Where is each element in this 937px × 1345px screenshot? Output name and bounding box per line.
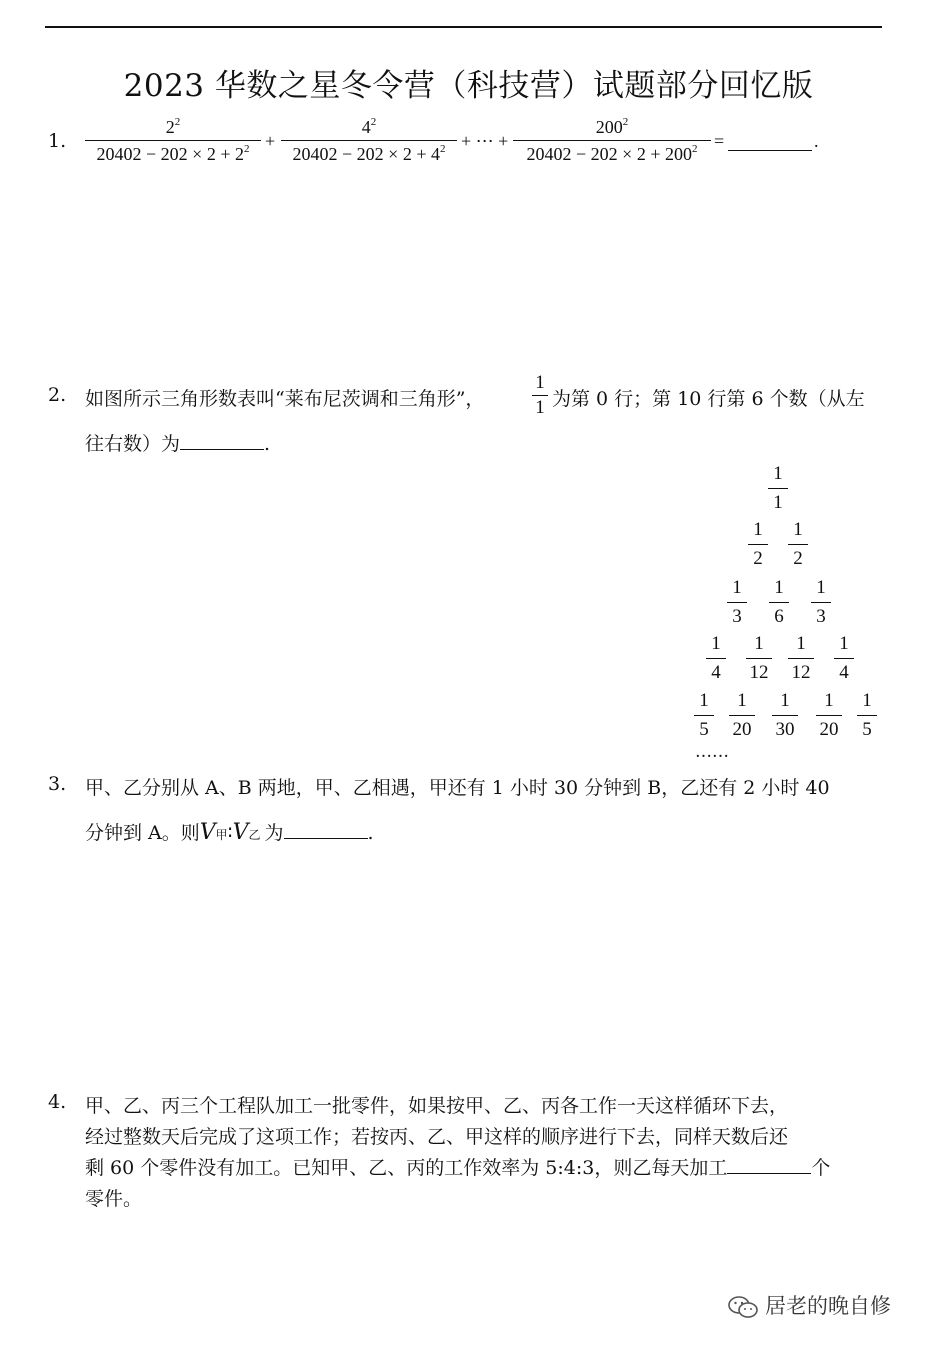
- triangle-r3-c2: 1 12: [788, 632, 814, 685]
- q1-fraction-3: $200^2$ $20402 - 202 \times 2 + 200^2$: [513, 116, 711, 165]
- q3-line-1: 甲、乙分别从 A、B 两地，甲、乙相遇，甲还有 1 小时 30 分钟到 B，乙还有 2 小时 40: [85, 777, 830, 799]
- triangle-r4-c3: 1 20: [816, 689, 842, 742]
- triangle-r3-c3: 1 4: [834, 632, 854, 685]
- triangle-r2-c2: 1 3: [811, 576, 831, 629]
- q2-row0-fraction: 1 1: [532, 372, 548, 419]
- q4-number: 4.: [48, 1091, 67, 1113]
- q2-line-2: 往右数）为 .: [85, 433, 271, 455]
- triangle-r0-c0: 1 1: [768, 462, 788, 515]
- watermark: [727, 1290, 891, 1320]
- q3-answer-blank[interactable]: [284, 822, 368, 839]
- q1-frac2-num: 4: [361, 117, 371, 137]
- q3-number: 3.: [48, 773, 67, 795]
- q4-line-1: 甲、乙、丙三个工程队加工一批零件，如果按甲、乙、丙各工作一天这样循环下去，: [85, 1095, 789, 1117]
- triangle-r4-c2: 1 30: [772, 689, 798, 742]
- triangle-r1-c1: 1 2: [788, 518, 808, 571]
- q1-frac3-den: 20402 − 202 × 2 + 200: [526, 144, 692, 164]
- q1-period: .: [814, 131, 819, 151]
- page-title: 2023 华数之星冬令营（科技营）试题部分回忆版: [123, 68, 814, 104]
- triangle-r2-c1: 1 6: [769, 576, 789, 629]
- q2-line-1: 如图所示三角形数表叫“莱布尼茨调和三角形”，: [85, 388, 485, 410]
- q1-fraction-2: $4^2$ $20402 - 202 \times 2 + 4^2$: [281, 116, 457, 165]
- q1-frac1-den: 20402 − 202 × 2 + 2: [96, 144, 244, 164]
- top-rule: [45, 26, 882, 28]
- q1-equals: =: [714, 131, 725, 151]
- triangle-ellipsis: ……: [695, 742, 729, 762]
- triangle-r4-c0: 1 5: [694, 689, 714, 742]
- q1-fraction-1: $2^2$ $20402 - 202 \times 2 + 2^2$: [85, 116, 261, 165]
- triangle-r3-c0: 1 4: [706, 632, 726, 685]
- q1-answer-blank[interactable]: [728, 134, 812, 151]
- q2-number: 2.: [48, 384, 67, 406]
- q1-frac2-den: 20402 − 202 × 2 + 4: [292, 144, 440, 164]
- watermark-text: 居老的晚自修: [765, 1294, 891, 1318]
- q1-frac1-num: 2: [165, 117, 175, 137]
- q1-frac3-num: 200: [595, 117, 623, 137]
- triangle-r4-c4: 1 5: [857, 689, 877, 742]
- q1-ellipsis: + ⋯ +: [461, 131, 509, 151]
- q4-line-2: 经过整数天后完成了这项工作；若按丙、乙、甲这样的顺序进行下去，同样天数后还: [85, 1126, 789, 1148]
- q1-number: 1.: [48, 130, 67, 152]
- triangle-r4-c1: 1 20: [729, 689, 755, 742]
- q4-line-4: 零件。: [85, 1188, 143, 1210]
- triangle-r2-c0: 1 3: [727, 576, 747, 629]
- q3-line-2: 分钟到 A。则V甲∶V乙 为 .: [85, 820, 374, 845]
- triangle-r3-c1: 1 12: [746, 632, 772, 685]
- q4-line-3: 剩 60 个零件没有加工。已知甲、乙、丙的工作效率为 5:4:3，则乙每天加工 个: [85, 1157, 831, 1179]
- q2-answer-blank[interactable]: [180, 433, 264, 450]
- wechat-icon: [727, 1294, 759, 1320]
- q4-answer-blank[interactable]: [727, 1157, 811, 1174]
- q2-line-1b: 为第 0 行；第 10 行第 6 个数（从左: [552, 388, 865, 410]
- q1-plus: +: [265, 131, 276, 151]
- triangle-r1-c0: 1 2: [748, 518, 768, 571]
